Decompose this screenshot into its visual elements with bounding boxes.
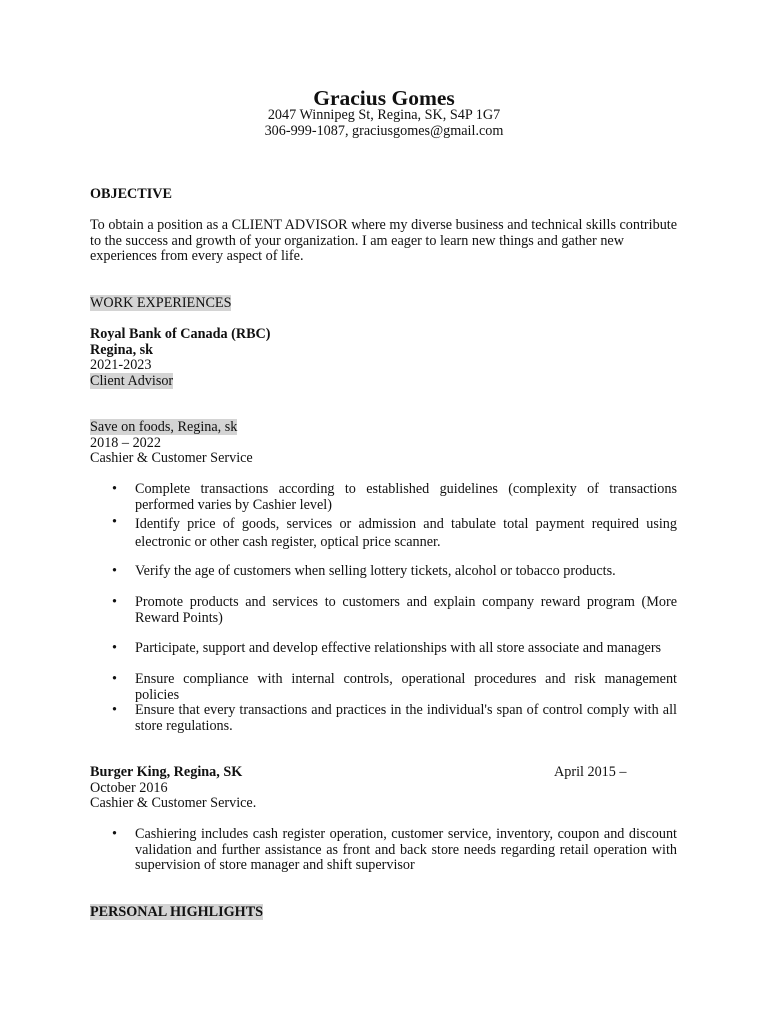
job-saveonfoods-employer-label: Save on foods, Regina, sk xyxy=(90,419,238,435)
candidate-name: Gracius Gomes xyxy=(313,86,455,110)
bullet-text: Ensure that every transactions and practices in the individual's span of control comply with all store regulations. xyxy=(135,702,677,734)
bullet-text: Identify price of goods, services or admission and tabulate total payment required using electronic or other cash register, optical price scanner. xyxy=(135,516,677,550)
candidate-address: 2047 Winnipeg St, Regina, SK, S4P 1G7 xyxy=(267,107,501,123)
highlights-heading xyxy=(90,905,263,921)
job-rbc-employer: Royal Bank of Canada (RBC) xyxy=(90,326,271,342)
objective-text: To obtain a position as a CLIENT ADVISOR where my diverse business and technical skills contribute to the success and growth of your organization. I am eager to learn new things and gather new experiences from every aspect of life. xyxy=(90,217,678,264)
bullet-dot: • xyxy=(112,563,117,579)
job-rbc-location: Regina, sk xyxy=(90,342,154,358)
bullet-dot: • xyxy=(112,594,117,610)
job-burgerking-dates-start: April 2015 – xyxy=(554,764,627,780)
work-heading xyxy=(90,296,231,312)
bullet-text: Verify the age of customers when selling lottery tickets, alcohol or tobacco products. xyxy=(135,563,616,579)
bullet-dot: • xyxy=(112,640,117,656)
work-heading-label: WORK EXPERIENCES xyxy=(90,295,232,311)
bullet-dot: • xyxy=(112,481,117,497)
bullet-text: Participate, support and develop effective relationships with all store associate and managers xyxy=(135,640,662,656)
bullet-dot: • xyxy=(112,702,117,718)
bullet-dot: • xyxy=(112,514,117,530)
bullet-text: Promote products and services to customers and explain company reward program (More Reward Points) xyxy=(135,594,677,626)
job-burgerking-employer: Burger King, Regina, SK xyxy=(90,764,243,780)
job-rbc-dates: 2021-2023 xyxy=(90,357,152,373)
job-rbc-title xyxy=(90,374,173,390)
objective-heading: OBJECTIVE xyxy=(90,186,172,202)
bullet-dot: • xyxy=(112,826,117,842)
bullet-text: Cashiering includes cash register operation, customer service, inventory, coupon and discount validation and further assistance as front and back store needs regarding retail operation with supervision of store manager and shift supervisor xyxy=(135,826,677,873)
bullet-dot: • xyxy=(112,671,117,687)
job-burgerking-dates-end: October 2016 xyxy=(90,780,168,796)
bullet-text: Complete transactions according to established guidelines (complexity of transactions performed varies by Cashier level) xyxy=(135,481,677,513)
bullet-text: Ensure compliance with internal controls, operational procedures and risk management policies xyxy=(135,671,677,703)
candidate-contact: 306-999-1087, graciusgomes@gmail.com xyxy=(264,123,504,139)
job-rbc-title-label: Client Advisor xyxy=(90,373,174,389)
job-saveonfoods-employer xyxy=(90,420,237,436)
highlights-heading-label: PERSONAL HIGHLIGHTS xyxy=(90,904,264,920)
job-saveonfoods-dates: 2018 – 2022 xyxy=(90,435,161,451)
job-saveonfoods-title: Cashier & Customer Service xyxy=(90,450,253,466)
job-burgerking-title: Cashier & Customer Service. xyxy=(90,795,257,811)
